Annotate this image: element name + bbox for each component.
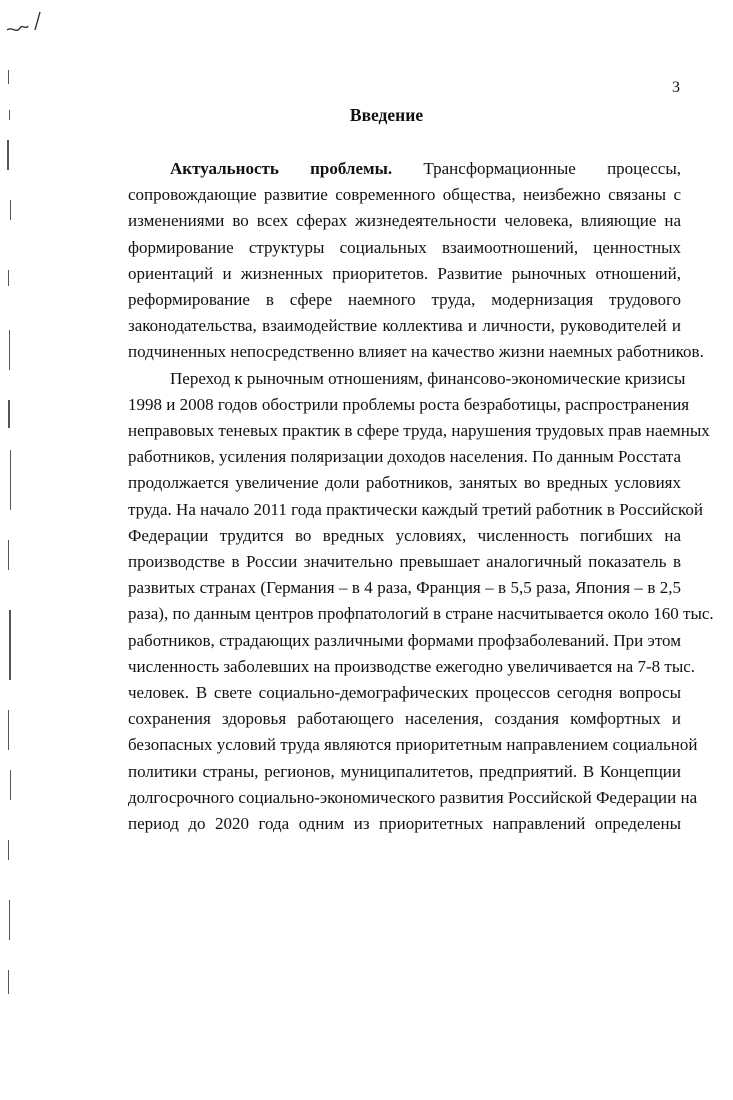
text-line: продолжается увеличение доли работников, занятых во вредных условиях xyxy=(128,473,681,493)
text-line: подчиненных непосредственно влияет на качество жизни наемных работников. xyxy=(128,342,704,362)
text-line: работников, страдающих различными формами профзаболеваний. При этом xyxy=(128,630,681,650)
lead-label: Актуальность проблемы. xyxy=(170,159,393,178)
text-line: работников, усиления поляризации доходов населения. По данным Росстата xyxy=(128,447,681,467)
text-line: реформирование в сфере наемного труда, модернизация трудового xyxy=(128,290,681,310)
text-line: раза), по данным центров профпатологий в стране насчитывается около 160 тыс. xyxy=(128,604,714,624)
paragraph-1 xyxy=(128,156,704,366)
text-line: ориентаций и жизненных приоритетов. Развитие рыночных отношений, xyxy=(128,263,681,283)
text-line: сохранения здоровья работающего населения, создания комфортных и xyxy=(128,709,681,729)
page-number: 3 xyxy=(672,79,680,96)
text-line: сопровождающие развитие современного общества, неизбежно связаны с xyxy=(128,185,681,205)
text-line: Федерации трудится во вредных условиях, численность погибших на xyxy=(128,525,681,545)
text-line: безопасных условий труда являются приоритетным направлением социальной xyxy=(128,735,698,755)
text-line: производстве в России значительно превышает аналогичный показатель в xyxy=(128,552,681,572)
text-line: период до 2020 года одним из приоритетных направлений определены xyxy=(128,814,681,834)
text-line: труда. На начало 2011 года практически каждый третий работник в Российской xyxy=(128,499,703,519)
scan-edge-artifacts xyxy=(6,70,14,1010)
text-line: политики страны, регионов, муниципалитетов, предприятий. В Концепции xyxy=(128,761,681,781)
handwritten-mark xyxy=(4,8,48,38)
text-line: долгосрочного социально-экономического развития Российской Федерации на xyxy=(128,787,698,807)
text-line: неправовых теневых практик в сфере труда, нарушения трудовых прав наемных xyxy=(128,421,710,441)
text-line: численность заболевших на производстве ежегодно увеличивается на 7-8 тыс. xyxy=(128,656,696,676)
text-line: законодательства, взаимодействие коллектива и личности, руководителей и xyxy=(128,316,681,336)
text-line: формирование структуры социальных взаимоотношений, ценностных xyxy=(128,237,681,257)
text-line: развитых странах (Германия – в 4 раза, Франция – в 5,5 раза, Япония – в 2,5 xyxy=(128,578,681,598)
text-line: Переход к рыночным отношениям, финансово-экономические кризисы xyxy=(170,368,686,388)
section-title: Введение xyxy=(349,105,424,125)
body-text xyxy=(128,156,714,837)
text-line xyxy=(128,156,681,182)
paragraph-2 xyxy=(128,366,714,838)
text-line: изменениями во всех сферах жизнедеятельности человека, влияющие на xyxy=(128,211,681,231)
text-line: человек. В свете социально-демографических процессов сегодня вопросы xyxy=(128,683,681,703)
lead-rest: Трансформационные процессы, xyxy=(423,159,681,178)
text-line: 1998 и 2008 годов обострили проблемы роста безработицы, распространения xyxy=(128,394,690,414)
